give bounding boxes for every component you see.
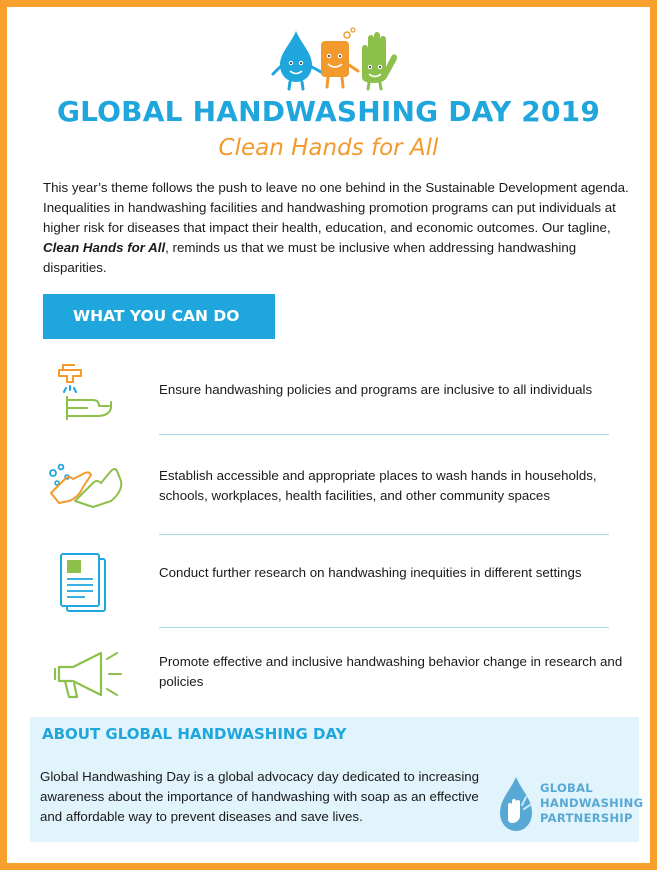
water-drop-hands-logo-icon <box>496 775 536 833</box>
partner-name-line: HANDWASHING <box>540 796 644 810</box>
about-section <box>30 717 644 842</box>
action-text: Conduct further research on handwashing inequities in different settings <box>159 565 582 580</box>
divider <box>159 534 609 535</box>
page-subtitle: Clean Hands for All <box>218 135 439 161</box>
about-body: Global Handwashing Day is a global advocacy day dedicated to increasing awareness about the importance of handwashing with soap as an effective and affordable way to prevent diseases and save lives. <box>40 769 480 824</box>
megaphone-icon <box>45 645 125 707</box>
action-text: Promote effective and inclusive handwashing behavior change in research and policies <box>159 654 623 689</box>
action-text: Ensure handwashing policies and programs are inclusive to all individuals <box>159 382 593 397</box>
intro-text-end: , reminds us that we must be inclusive when addressing handwashing disparities. <box>43 240 577 275</box>
hand-mascot-icon <box>362 32 397 89</box>
intro-text: This year’s theme follows the push to leave no one behind in the Sustainable Development agenda. Inequalities in handwashing facilities and handwashing promotion programs can put individuals at higher risk for diseases that impact their health, education, and economic outcomes. Our tagline, <box>43 180 629 235</box>
mascots-illustration <box>270 27 400 91</box>
about-title: ABOUT GLOBAL HANDWASHING DAY <box>42 725 347 743</box>
what-you-can-do-banner: WHAT YOU CAN DO <box>43 294 275 339</box>
document-icon <box>45 551 125 613</box>
water-drop-mascot-icon <box>273 31 321 89</box>
partner-name <box>540 781 643 826</box>
page-title: GLOBAL HANDWASHING DAY 2019 <box>56 95 601 128</box>
intro-tagline: Clean Hands for All <box>43 240 166 255</box>
partner-name-line: GLOBAL <box>540 781 593 795</box>
partner-name-line: PARTNERSHIP <box>540 811 633 825</box>
divider <box>159 434 609 435</box>
soap-bar-mascot-icon <box>321 28 358 87</box>
intro-paragraph <box>43 178 633 278</box>
partner-logo <box>496 775 644 835</box>
action-text: Establish accessible and appropriate places to wash hands in households, schools, workplaces, health facilities, and other community spaces <box>159 468 597 503</box>
washing-hands-icon <box>45 457 125 519</box>
divider <box>159 627 609 628</box>
faucet-hands-icon <box>45 362 125 424</box>
